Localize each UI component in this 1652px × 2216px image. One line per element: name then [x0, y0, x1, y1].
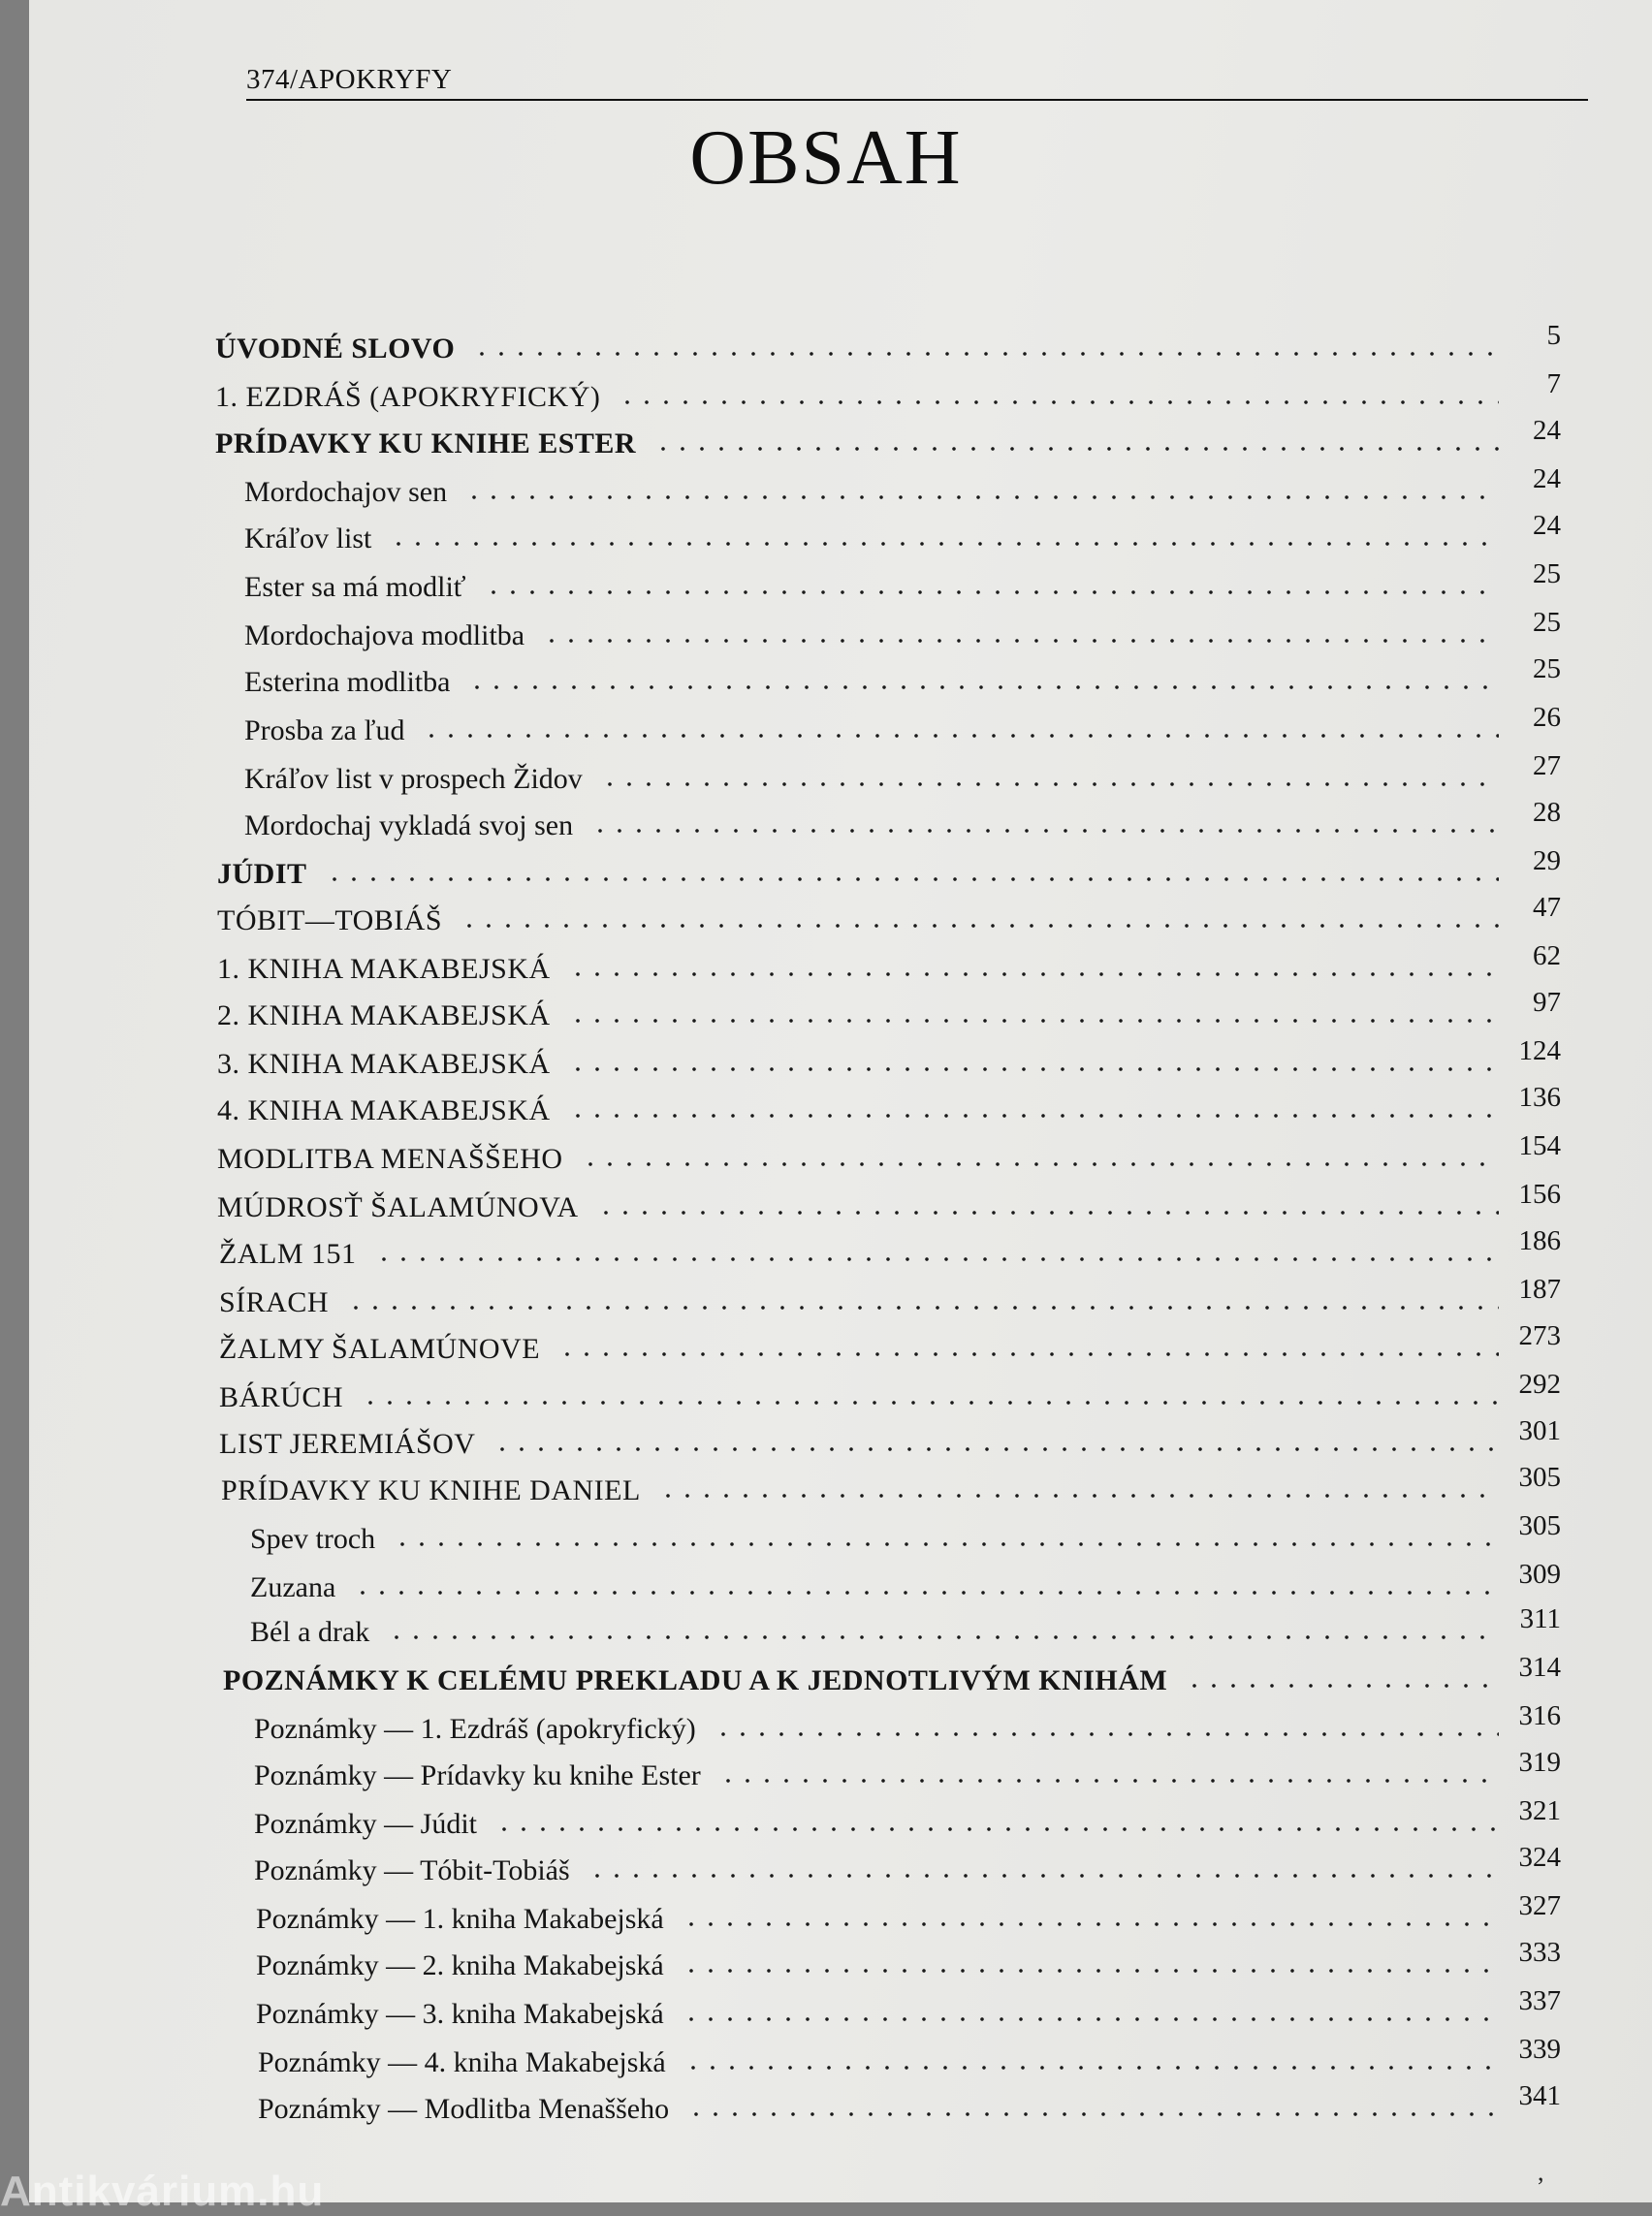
toc-entry [0, 1937, 1652, 1991]
toc-entry [0, 510, 1652, 564]
toc-page-number: 187 [1518, 1274, 1561, 1305]
toc-entry [0, 320, 1652, 374]
dot-leader [588, 1873, 1499, 1879]
dot-leader [683, 2065, 1499, 2071]
dot-leader [467, 684, 1499, 690]
toc-entry-title: Bél a drak [250, 1616, 370, 1648]
toc-entry [0, 653, 1652, 708]
dot-leader [393, 1541, 1499, 1547]
toc-page-number: 25 [1533, 607, 1561, 638]
toc-entry [0, 2034, 1652, 2088]
dot-leader [460, 923, 1499, 929]
toc-page-number: 28 [1533, 797, 1561, 828]
toc-entry-title: MÚDROSŤ ŠALAMÚNOVA [217, 1191, 579, 1223]
toc-entry-title: Kráľov list [244, 522, 372, 554]
toc-entry-title: Mordochajov sen [244, 476, 448, 508]
toc-entry [0, 1652, 1652, 1706]
toc-entry-title: Poznámky — 1. Ezdráš (apokryfický) [254, 1713, 696, 1745]
toc-page-number: 337 [1518, 1985, 1561, 2016]
toc-entry [0, 463, 1652, 518]
dot-leader [389, 541, 1499, 547]
toc-page-number: 24 [1533, 415, 1561, 446]
dot-leader [568, 971, 1499, 977]
dot-leader [1185, 1683, 1499, 1689]
toc-entry-title: Poznámky — 4. kniha Makabejská [258, 2046, 666, 2078]
dot-leader [682, 1968, 1499, 1974]
toc-page-number: 29 [1533, 845, 1561, 876]
dot-leader [682, 2016, 1499, 2022]
toc-page-number: 273 [1518, 1320, 1561, 1351]
toc-entry [0, 1130, 1652, 1185]
toc-entry-title: Kráľov list v prospech Židov [244, 763, 583, 795]
toc-page-number: 314 [1518, 1652, 1561, 1683]
toc-page-number: 27 [1533, 750, 1561, 781]
toc-entry-title: JÚDIT [217, 858, 307, 890]
dot-leader [542, 638, 1499, 644]
toc-page-number: 305 [1518, 1462, 1561, 1493]
toc-entry [0, 1559, 1652, 1613]
toc-entry-title: PRÍDAVKY KU KNIHE DANIEL [221, 1474, 641, 1506]
toc-entry [0, 1842, 1652, 1896]
toc-page-number: 333 [1518, 1937, 1561, 1968]
toc-entry-title: 1. EZDRÁŠ (APOKRYFICKÝ) [215, 381, 601, 413]
toc-page-number: 339 [1518, 2034, 1561, 2065]
dot-leader [557, 1351, 1499, 1357]
toc-entry-title: SÍRACH [219, 1286, 330, 1318]
running-head-label: 374/APOKRYFY [246, 64, 453, 95]
toc-page-number: 7 [1546, 368, 1561, 399]
dot-leader [472, 351, 1499, 357]
toc-page-number: 156 [1518, 1179, 1561, 1210]
dot-leader [353, 1590, 1499, 1596]
toc-entry [0, 1369, 1652, 1423]
toc-entry [0, 940, 1652, 995]
toc-entry-title: PRÍDAVKY KU KNIHE ESTER [215, 427, 637, 459]
toc-entry [0, 1082, 1652, 1136]
toc-entry-title: Ester sa má modliť [244, 571, 466, 603]
dot-leader [361, 1400, 1499, 1406]
toc-entry [0, 607, 1652, 661]
toc-entry-title: LIST JEREMIÁŠOV [219, 1428, 476, 1460]
toc-page-number: 62 [1533, 940, 1561, 971]
toc-entry-title: Poznámky — 3. kniha Makabejská [256, 1998, 664, 2030]
toc-entry [0, 1747, 1652, 1801]
dot-leader [374, 1256, 1499, 1262]
toc-entry-title: MODLITBA MENAŠŠEHO [217, 1143, 563, 1175]
toc-entry-title: ÚVODNÉ SLOVO [215, 332, 456, 364]
toc-page-number: 305 [1518, 1510, 1561, 1541]
watermark: Antikvárium.hu [0, 2168, 325, 2215]
toc-entry-title: Esterina modlitba [244, 666, 451, 698]
toc-page-number: 47 [1533, 892, 1561, 923]
toc-entry [0, 1179, 1652, 1233]
toc-entry-title: TÓBIT—TOBIÁŠ [217, 904, 443, 936]
toc-page-number: 25 [1533, 558, 1561, 589]
toc-entry-title: Poznámky — Júdit [254, 1808, 477, 1840]
toc-page-number: 124 [1518, 1035, 1561, 1066]
toc-entry [0, 750, 1652, 805]
toc-page-number: 26 [1533, 702, 1561, 733]
running-header [246, 64, 1588, 101]
dot-leader [714, 1731, 1499, 1737]
dot-leader [387, 1634, 1499, 1640]
toc-page-number: 154 [1518, 1130, 1561, 1161]
dot-leader [568, 1018, 1499, 1024]
toc-entry-title: Poznámky — Prídavky ku knihe Ester [254, 1759, 701, 1791]
toc-entry [0, 1795, 1652, 1850]
dot-leader [718, 1778, 1499, 1784]
toc-entry [0, 702, 1652, 756]
page-title: OBSAH [689, 115, 963, 201]
dot-leader [590, 828, 1499, 834]
toc-entry-title: POZNÁMKY K CELÉMU PREKLADU A K JEDNOTLIVÝM KNIHÁM [223, 1664, 1168, 1696]
dot-leader [596, 1210, 1499, 1216]
toc-page-number: 186 [1518, 1225, 1561, 1256]
toc-page-number: 25 [1533, 653, 1561, 684]
toc-page-number: 5 [1546, 320, 1561, 351]
toc-entry [0, 1035, 1652, 1090]
toc-entry-title: Poznámky — Modlitba Menaššeho [258, 2093, 670, 2125]
toc-entry-title: ŽALM 151 [219, 1238, 357, 1270]
toc-entry-title: Zuzana [250, 1571, 336, 1603]
toc-entry [0, 1320, 1652, 1375]
toc-page-number: 311 [1519, 1603, 1561, 1634]
dot-leader [618, 399, 1499, 405]
dot-leader [658, 1493, 1499, 1499]
toc-entry [0, 1462, 1652, 1516]
dot-leader [653, 446, 1499, 452]
dot-leader [581, 1161, 1499, 1167]
dot-leader [484, 589, 1499, 595]
toc-entry-title: Prosba za ľud [244, 714, 405, 746]
toc-entry [0, 892, 1652, 946]
dot-leader [568, 1066, 1499, 1072]
dot-leader [325, 876, 1499, 882]
toc-entry-title: Poznámky — 1. kniha Makabejská [256, 1903, 664, 1935]
toc-entry [0, 1603, 1652, 1658]
toc-entry [0, 1274, 1652, 1328]
toc-entry [0, 1700, 1652, 1755]
toc-page-number: 136 [1518, 1082, 1561, 1113]
toc-page-number: 327 [1518, 1890, 1561, 1921]
toc-entry-title: 1. KNIHA MAKABEJSKÁ [217, 953, 551, 985]
toc-entry [0, 415, 1652, 469]
toc-entry-title: Spev troch [250, 1523, 376, 1555]
toc-page-number: 24 [1533, 463, 1561, 494]
dot-leader [492, 1446, 1499, 1452]
toc-entry [0, 1890, 1652, 1945]
toc-entry [0, 368, 1652, 423]
toc-entry-title: 4. KNIHA MAKABEJSKÁ [217, 1094, 551, 1126]
dot-leader [346, 1305, 1499, 1311]
toc-page-number: 97 [1533, 987, 1561, 1018]
dot-leader [600, 781, 1499, 787]
dot-leader [686, 2111, 1499, 2117]
toc-entry [0, 845, 1652, 900]
toc-entry [0, 797, 1652, 851]
dot-leader [464, 494, 1499, 500]
toc-entry-title: Poznámky — 2. kniha Makabejská [256, 1949, 664, 1981]
toc-entry [0, 1510, 1652, 1565]
toc-entry [0, 1415, 1652, 1470]
print-mark: , [1538, 2158, 1544, 2186]
toc-entry [0, 1225, 1652, 1280]
toc-entry-title: 3. KNIHA MAKABEJSKÁ [217, 1048, 551, 1080]
toc-entry [0, 987, 1652, 1041]
toc-entry [0, 1985, 1652, 2040]
dot-leader [494, 1826, 1499, 1832]
toc-page-number: 309 [1518, 1559, 1561, 1590]
toc-entry-title: 2. KNIHA MAKABEJSKÁ [217, 999, 551, 1031]
toc-page-number: 292 [1518, 1369, 1561, 1400]
toc-entry-title: Mordochaj vykladá svoj sen [244, 809, 574, 841]
toc-page-number: 324 [1518, 1842, 1561, 1873]
toc-entry-title: Poznámky — Tóbit-Tobiáš [254, 1854, 570, 1886]
toc-entry [0, 558, 1652, 613]
toc-page-number: 316 [1518, 1700, 1561, 1731]
toc-entry-title: BÁRÚCH [219, 1381, 344, 1413]
toc-entry-title: ŽALMY ŠALAMÚNOVE [219, 1333, 541, 1365]
toc-page-number: 319 [1518, 1747, 1561, 1778]
dot-leader [568, 1113, 1499, 1119]
toc-entry-title: Mordochajova modlitba [244, 619, 525, 651]
dot-leader [682, 1921, 1499, 1927]
toc-page-number: 24 [1533, 510, 1561, 541]
dot-leader [422, 733, 1499, 739]
toc-page-number: 321 [1518, 1795, 1561, 1826]
toc-page-number: 341 [1518, 2080, 1561, 2111]
toc-page-number: 301 [1518, 1415, 1561, 1446]
toc-entry [0, 2080, 1652, 2135]
